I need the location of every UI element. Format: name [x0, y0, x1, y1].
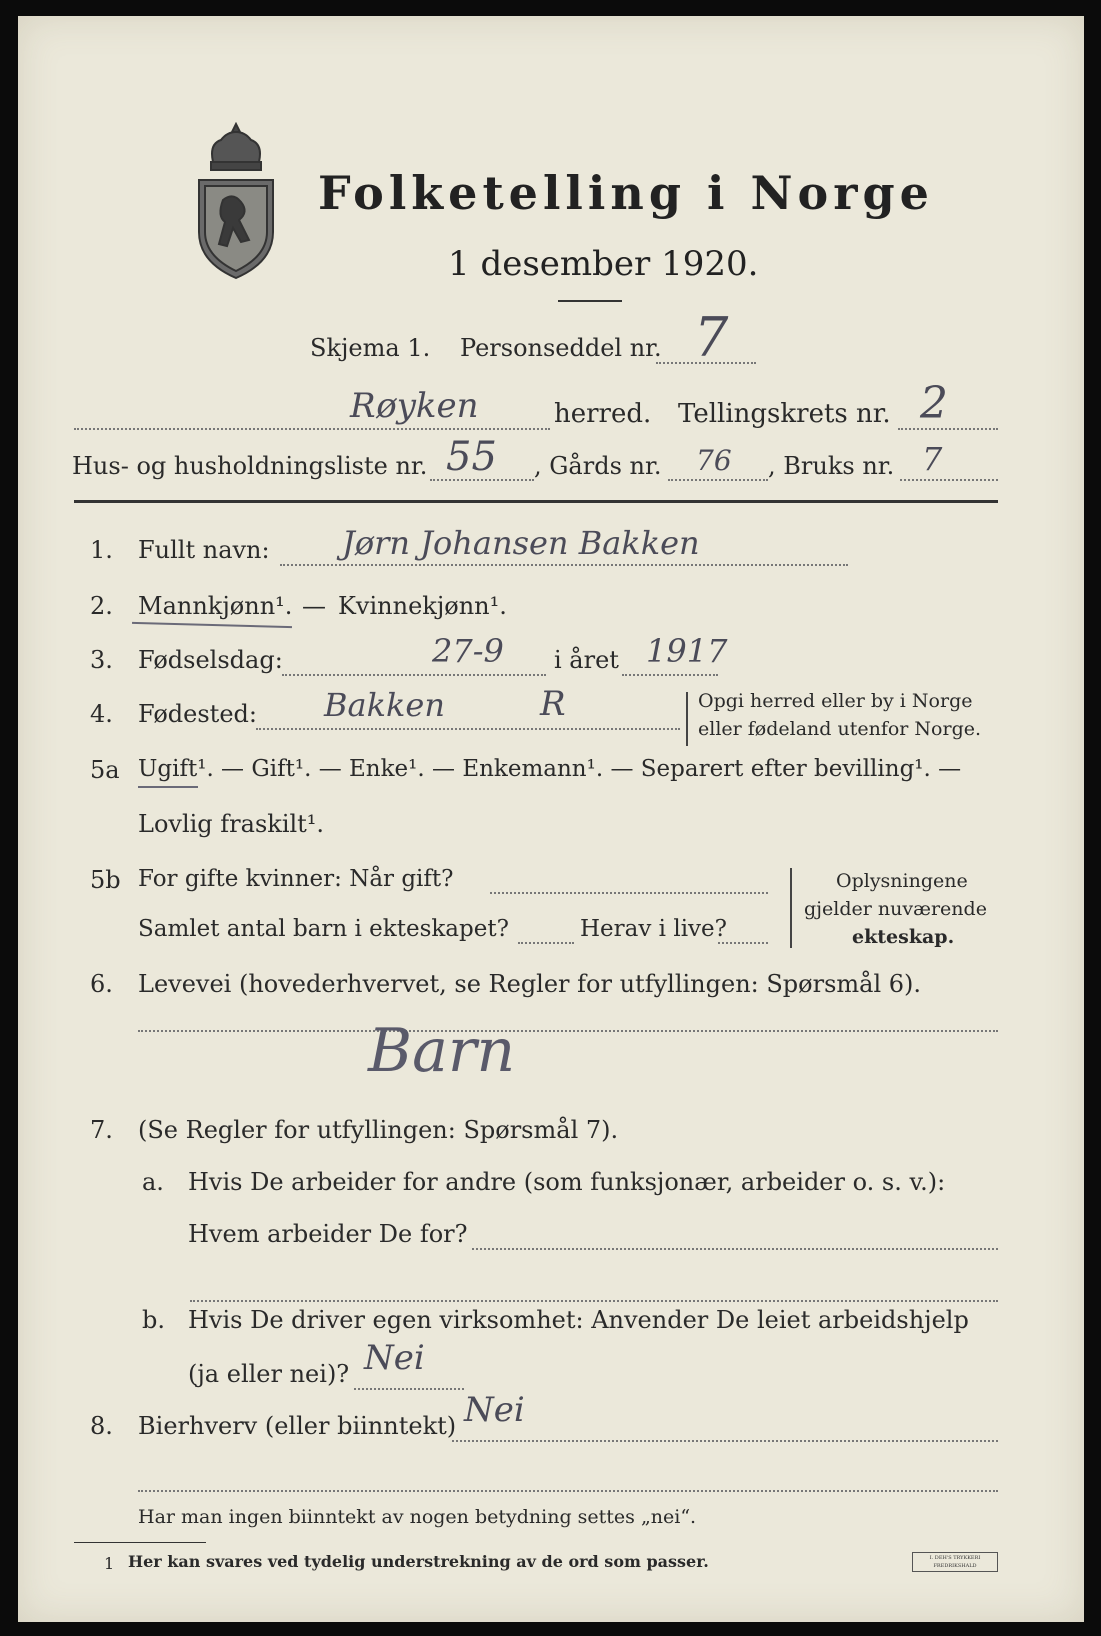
header-rule	[74, 500, 998, 503]
q1-value: Jørn Johansen Bakken	[342, 524, 700, 562]
q5b-brace	[790, 868, 796, 948]
q5b-number: 5b	[90, 866, 121, 894]
q7a-line-1	[472, 1248, 998, 1250]
household-list-value: 55	[446, 434, 497, 480]
q7-label: (Se Regler for utfyllingen: Spørsmål 7).	[138, 1116, 619, 1144]
q2-number: 2.	[90, 592, 113, 620]
bruks-label: , Bruks nr.	[768, 452, 895, 480]
personseddel-value: 7	[694, 306, 729, 369]
printer-stamp-text: I. DEH'S TRYKKERI FREDRIKSHALD	[929, 1555, 981, 1569]
form-title: Folketelling i Norge	[318, 166, 934, 220]
q6-value: Barn	[368, 1016, 516, 1086]
q8-number: 8.	[90, 1412, 113, 1440]
q8-line	[452, 1440, 998, 1442]
q5b-note-2: gjelder nuværende	[804, 898, 987, 920]
q7b-text: Hvis De driver egen virksomhet: Anvender De leiet arbeidshjelp	[188, 1306, 969, 1334]
q6-number: 6.	[90, 970, 113, 998]
q5a-options-2: Lovlig fraskilt¹.	[138, 810, 325, 838]
krets-label: Tellingskrets nr.	[678, 399, 891, 429]
q5b-children-line	[518, 942, 574, 944]
q1-label: Fullt navn:	[138, 536, 270, 564]
q8-value: Nei	[464, 1390, 525, 1430]
q7b-letter: b.	[142, 1306, 165, 1334]
q5b-when-married-line	[490, 892, 768, 894]
printer-stamp	[912, 1552, 998, 1572]
q1-number: 1.	[90, 536, 113, 564]
q1-line	[280, 564, 848, 566]
census-date: 1 desember 1920.	[448, 244, 759, 284]
q4-value: Bakken	[324, 686, 445, 724]
q7b-line	[354, 1388, 464, 1390]
q7a-line-2	[190, 1300, 998, 1302]
biinntekt-note: Har man ingen biinntekt av nogen betydning settes „nei“.	[138, 1506, 697, 1528]
q2-male-underline	[132, 622, 292, 628]
q4-mark: R	[540, 684, 566, 724]
herred-value: Røyken	[350, 386, 479, 426]
q3-value: 27-9	[432, 632, 504, 670]
gards-label: , Gårds nr.	[534, 452, 662, 480]
krets-line	[898, 428, 998, 430]
q3-year-line	[622, 674, 718, 676]
q3-year-value: 1917	[646, 632, 728, 670]
q2-female: Kvinnekjønn¹.	[338, 592, 507, 620]
q5b-children: Samlet antal barn i ekteskapet?	[138, 916, 509, 942]
q3-label: Fødselsdag:	[138, 646, 283, 674]
q5b-when-married: For gifte kvinner: Når gift?	[138, 866, 454, 892]
q8-line-2	[138, 1490, 998, 1492]
q3-year-label: i året	[554, 646, 619, 674]
q2-separator: —	[302, 592, 326, 620]
krets-value: 2	[920, 378, 948, 429]
q4-note-1: Opgi herred eller by i Norge	[698, 690, 973, 712]
q2-male: Mannkjønn¹.	[138, 592, 293, 620]
q8-label: Bierhverv (eller biinntekt)	[138, 1412, 457, 1440]
q5b-alive: Herav i live?	[580, 916, 727, 942]
herred-line	[74, 428, 550, 430]
schema-prefix: Skjema 1.	[310, 334, 431, 362]
q4-label: Fødested:	[138, 700, 257, 728]
q4-number: 4.	[90, 700, 113, 728]
q7a-question: Hvem arbeider De for?	[188, 1220, 468, 1248]
personseddel-label: Personseddel nr.	[460, 334, 662, 362]
bruks-value: 7	[922, 440, 943, 478]
q5a-ugift-underline	[138, 786, 198, 788]
q7b-question: (ja eller nei)?	[188, 1360, 350, 1388]
q5a-number: 5a	[90, 756, 120, 784]
footnote-rule	[74, 1542, 206, 1543]
q7b-value: Nei	[364, 1338, 425, 1378]
herred-label: herred.	[554, 399, 652, 429]
q5b-alive-line	[718, 942, 768, 944]
title-divider	[558, 300, 622, 302]
household-list-label: Hus- og husholdningsliste nr.	[72, 452, 428, 480]
q3-line	[282, 674, 546, 676]
q5a-options: Ugift¹. — Gift¹. — Enke¹. — Enkemann¹. — Separert efter bevilling¹. —	[138, 756, 962, 782]
footnote-number: 1	[104, 1554, 115, 1573]
footnote-text: Her kan svares ved tydelig understrekning av de ord som passer.	[128, 1552, 709, 1571]
q5b-note-3: ekteskap.	[852, 926, 955, 948]
q4-note-2: eller fødeland utenfor Norge.	[698, 718, 982, 740]
q7a-letter: a.	[142, 1168, 164, 1196]
q7a-text: Hvis De arbeider for andre (som funksjonær, arbeider o. s. v.):	[188, 1168, 946, 1196]
q4-line	[256, 728, 680, 730]
gards-value: 76	[696, 444, 732, 477]
bruks-line	[900, 479, 998, 481]
q5b-note-1: Oplysningene	[836, 870, 968, 892]
coat-of-arms-icon	[193, 122, 279, 280]
q3-number: 3.	[90, 646, 113, 674]
q6-line	[138, 1030, 998, 1032]
q4-brace	[686, 692, 692, 746]
q6-label: Levevei (hovederhvervet, se Regler for utfyllingen: Spørsmål 6).	[138, 970, 922, 998]
census-form	[18, 16, 1084, 1622]
gards-line	[668, 479, 768, 481]
q7-number: 7.	[90, 1116, 113, 1144]
